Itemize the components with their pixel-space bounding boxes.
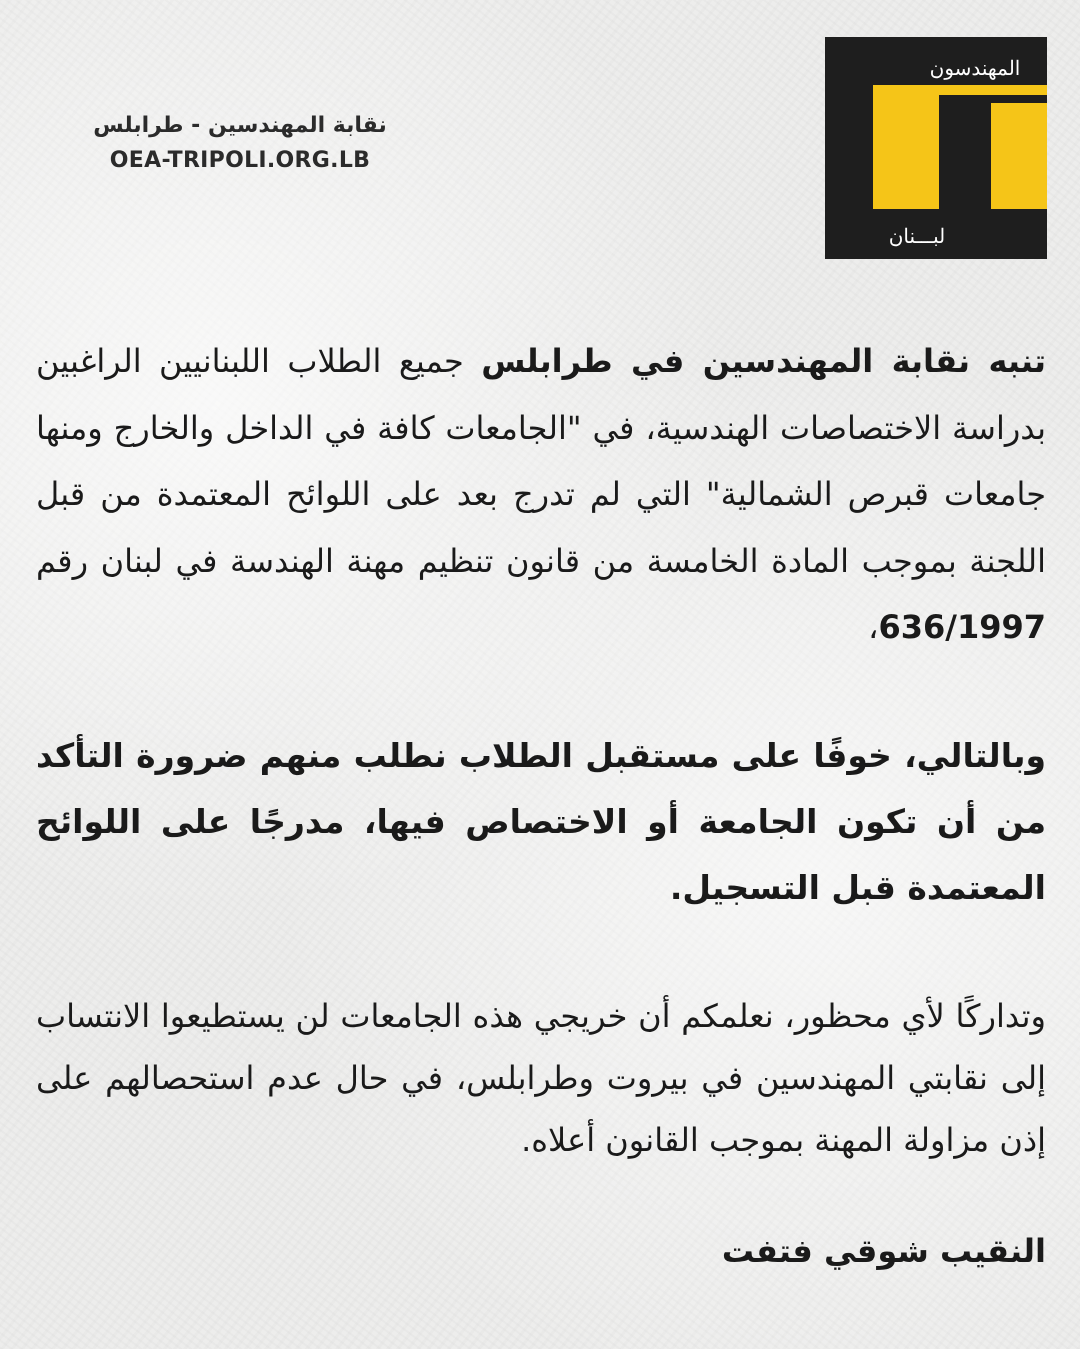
header-block bbox=[60, 108, 420, 178]
organization-name: نقابة المهندسين - طرابلس bbox=[93, 113, 387, 138]
logo-top-text: المهندسون bbox=[929, 56, 1021, 80]
paragraph-2: وبالتالي، خوفًا على مستقبل الطلاب نطلب منهم ضرورة التأكد من أن تكون الجامعة أو الاختصاص فيها، مدرجًا على اللوائح المعتمدة قبل التسجيل. bbox=[36, 735, 1046, 907]
announcement-body bbox=[36, 328, 1046, 1281]
paragraph-3: وتداركًا لأي محظور، نعلمكم أن خريجي هذه الجامعات لن يستطيعوا الانتساب إلى نقابتي المهندسين في بيروت وطرابلس، في حال عدم استحصالهم على إذن مزاولة المهنة بموجب القانون أعلاه. bbox=[36, 996, 1046, 1159]
organization-logo bbox=[825, 37, 1047, 259]
signature: النقيب شوقي فتفت bbox=[721, 1231, 1046, 1270]
paragraph-1 bbox=[36, 328, 1046, 661]
logo-bottom-text: لبـــنان bbox=[888, 224, 946, 248]
paragraph-1-text: جميع الطلاب اللبنانيين الراغبين بدراسة الاختصاصات الهندسية، في "الجامعات كافة في الداخل والخارج ومنها جامعات قبرص الشمالية" التي لم تدرج بعد على اللوائح المعتمدة من قبل اللجنة بموجب المادة الخامسة من قانون تنظيم مهنة الهندسة في لبنان رقم bbox=[36, 342, 1046, 580]
paragraph-1-lead: تنبه نقابة المهندسين في طرابلس bbox=[481, 342, 1047, 380]
law-number: 636/1997 bbox=[878, 608, 1046, 646]
paragraph-1-end: ، bbox=[868, 608, 879, 646]
organization-url: OEA-TRIPOLI.ORG.LB bbox=[109, 148, 371, 173]
